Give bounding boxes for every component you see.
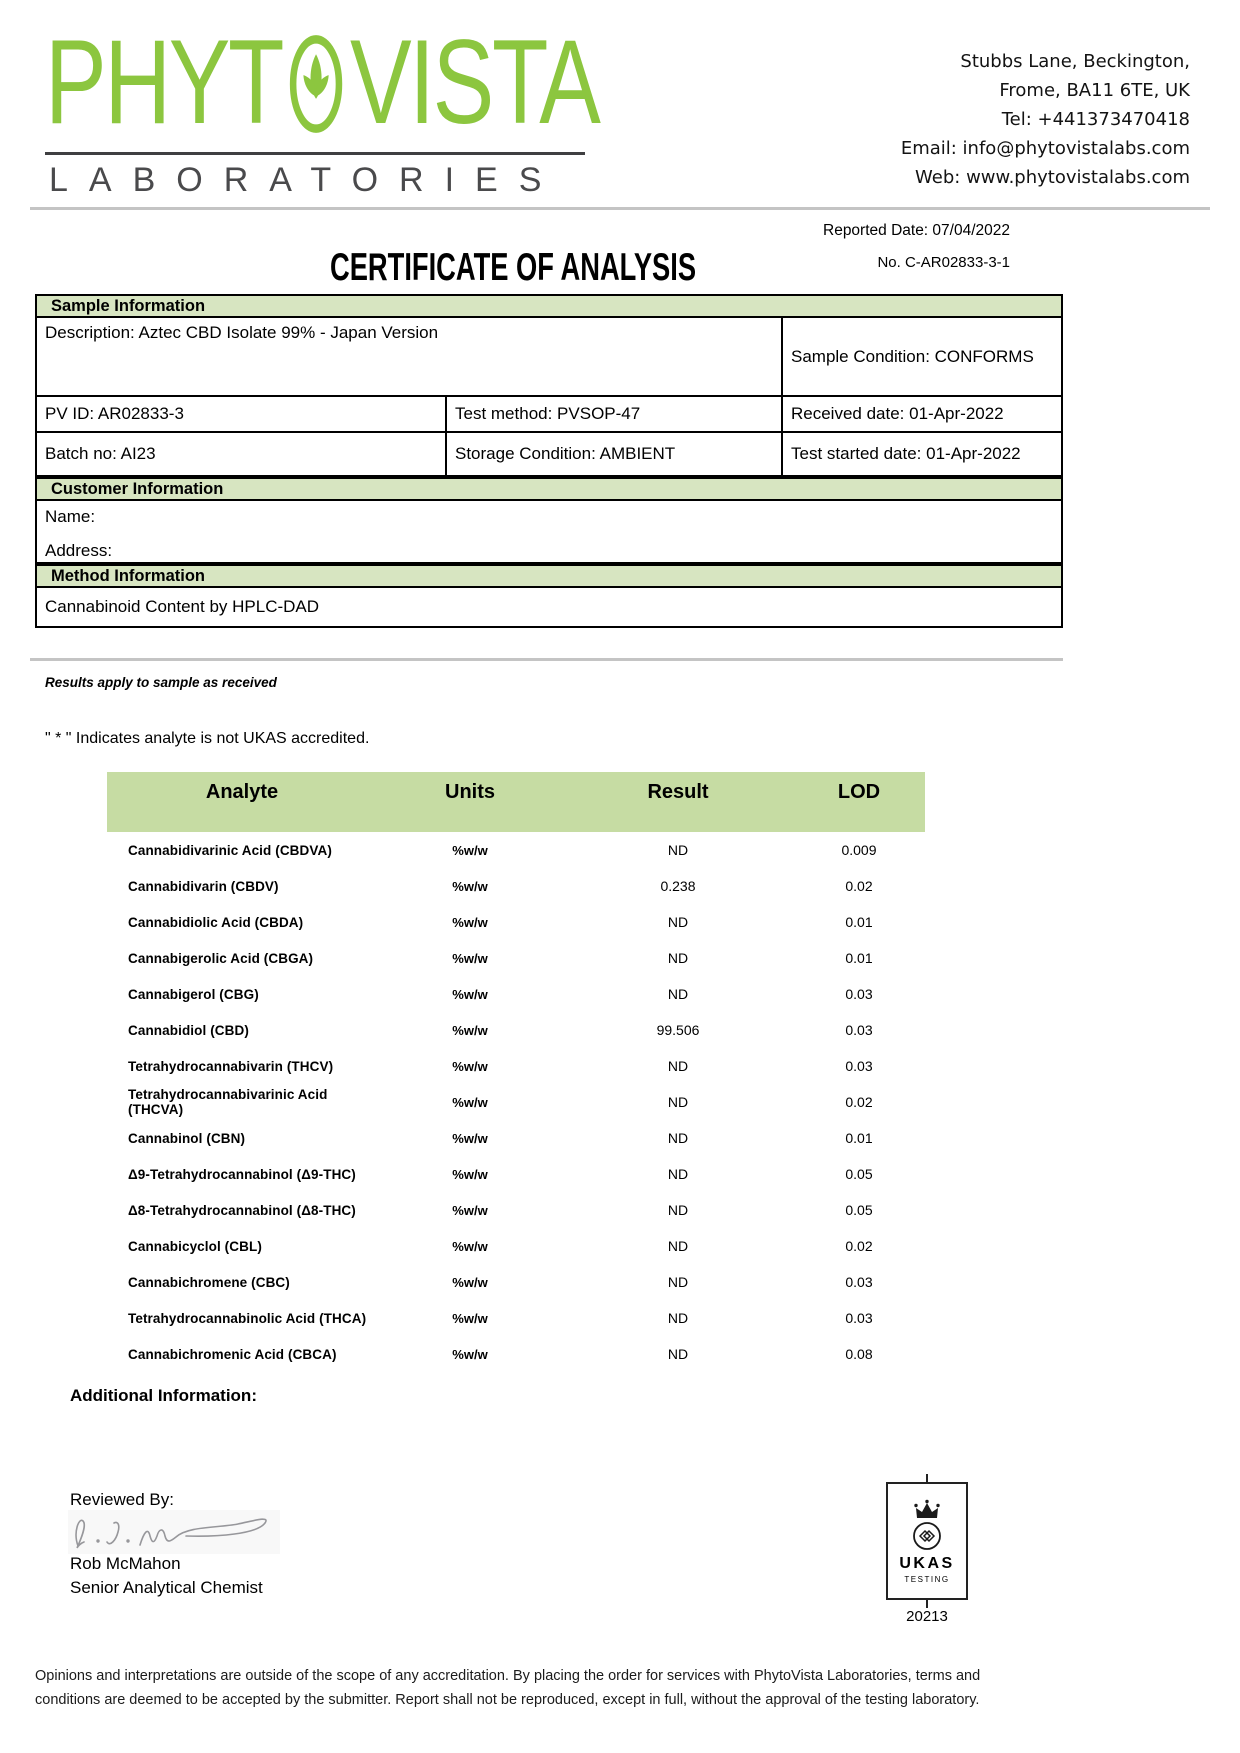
ukas-badge — [886, 1482, 968, 1600]
analyte-units: %w/w — [452, 878, 488, 894]
method-description: Cannabinoid Content by HPLC-DAD — [35, 588, 1063, 628]
analyte-result: 99.506 — [656, 1022, 700, 1038]
received-date: Received date: 01-Apr-2022 — [781, 397, 1061, 431]
additional-information-label: Additional Information: — [70, 1386, 257, 1405]
table-row — [107, 1084, 925, 1120]
analyte-lod: 0.08 — [845, 1346, 873, 1362]
analyte-name: Cannabigerolic Acid (CBGA) — [128, 950, 314, 966]
column-header-analyte: Analyte — [205, 781, 279, 803]
table-row — [35, 433, 1063, 477]
analyte-lod: 0.02 — [845, 1238, 873, 1254]
table-row — [107, 976, 925, 1012]
analyte-lod: 0.05 — [845, 1202, 873, 1218]
table-row — [107, 1048, 925, 1084]
table-row — [107, 1192, 925, 1228]
analyte-lod: 0.01 — [845, 950, 873, 966]
ukas-accreditation-number: 20213 — [906, 1608, 948, 1625]
ukas-crown-icon — [914, 1499, 940, 1519]
method-information-header: Method Information — [35, 564, 1063, 588]
info-tables — [35, 294, 1063, 628]
column-header-result: Result — [647, 781, 709, 803]
analyte-result: ND — [667, 1166, 689, 1182]
analyte-result: ND — [667, 1346, 689, 1362]
analyte-lod: 0.02 — [845, 878, 873, 894]
logo-text-left: PHYT — [45, 15, 283, 149]
sample-condition: Sample Condition: CONFORMS — [781, 318, 1061, 395]
analyte-name: Cannabidivarinic Acid (CBDVA) — [128, 842, 332, 858]
table-row — [107, 1012, 925, 1048]
analyte-units: %w/w — [452, 1166, 488, 1182]
table-row — [107, 1156, 925, 1192]
analyte-lod: 0.03 — [845, 1310, 873, 1326]
table-row — [107, 1228, 925, 1264]
results-apply-note: Results apply to sample as received — [45, 675, 277, 690]
analyte-units: %w/w — [452, 1094, 488, 1110]
contact-line: Web: www.phytovistalabs.com — [915, 167, 1190, 188]
analyte-units: %w/w — [452, 842, 488, 858]
reviewer-name: Rob McMahon — [70, 1554, 181, 1573]
table-row — [107, 1336, 925, 1372]
reviewer-role: Senior Analytical Chemist — [70, 1578, 263, 1597]
results-table-body — [107, 832, 925, 1372]
analyte-name: Cannabidivarin (CBDV) — [128, 878, 279, 894]
lab-contact-block — [901, 47, 1190, 192]
analyte-name: Cannabicyclol (CBL) — [128, 1238, 262, 1254]
phytovista-logo — [45, 15, 599, 149]
analyte-units: %w/w — [452, 1238, 488, 1254]
analyte-result: ND — [667, 1274, 689, 1290]
analyte-name: Tetrahydrocannabinolic Acid (THCA) — [128, 1310, 367, 1326]
table-row — [107, 904, 925, 940]
analyte-lod: 0.02 — [845, 1094, 873, 1110]
reviewed-by-label: Reviewed By: — [70, 1490, 174, 1509]
pv-id: PV ID: AR02833-3 — [45, 404, 184, 423]
contact-line: Tel: +441373470418 — [1001, 109, 1190, 130]
analyte-name: Tetrahydrocannabivarinic Acid (THCVA) — [128, 1087, 328, 1117]
analyte-units: %w/w — [452, 986, 488, 1002]
analyte-name: Cannabichromenic Acid (CBCA) — [128, 1346, 337, 1362]
column-header-units: Units — [445, 781, 495, 803]
ukas-accreditation-note: " * " Indicates analyte is not UKAS accredited. — [45, 730, 370, 747]
results-table — [107, 772, 925, 1372]
results-table-header — [107, 772, 925, 832]
analyte-units: %w/w — [452, 1130, 488, 1146]
storage-condition: Storage Condition: AMBIENT — [445, 433, 781, 475]
analyte-lod: 0.01 — [845, 1130, 873, 1146]
analyte-name: Δ8-Tetrahydrocannabinol (Δ8-THC) — [128, 1202, 356, 1218]
analyte-result: ND — [667, 914, 689, 930]
ukas-emblem-icon — [912, 1521, 942, 1551]
table-row — [107, 832, 925, 868]
contact-line: Email: info@phytovistalabs.com — [900, 138, 1190, 159]
customer-name-label: Name: — [45, 507, 96, 526]
customer-information-header: Customer Information — [35, 477, 1063, 501]
table-row — [35, 318, 1063, 397]
table-row — [107, 1120, 925, 1156]
analyte-units: %w/w — [452, 1202, 488, 1218]
ukas-registration-mark — [926, 1600, 928, 1608]
table-row — [107, 1300, 925, 1336]
analyte-name: Cannabichromene (CBC) — [128, 1274, 290, 1290]
batch-no: Batch no: AI23 — [45, 444, 156, 463]
signature-image — [68, 1510, 280, 1554]
logo-subtitle: LABORATORIES — [49, 161, 563, 199]
analyte-name: Cannabidiolic Acid (CBDA) — [128, 914, 304, 930]
analyte-result: ND — [667, 1202, 689, 1218]
logo-divider-line — [45, 152, 585, 155]
page-title: CERTIFICATE OF ANALYSIS — [330, 246, 697, 289]
analyte-result: ND — [667, 950, 689, 966]
analyte-lod: 0.03 — [845, 986, 873, 1002]
analyte-result: ND — [667, 1058, 689, 1074]
analyte-result: ND — [667, 1238, 689, 1254]
leaf-icon — [285, 33, 348, 135]
analyte-units: %w/w — [452, 1058, 488, 1074]
footer-disclaimer: Opinions and interpretations are outside of the scope of any accreditation. By placing the order for services with PhytoVista Laboratories, terms and conditions are deemed to be accepted by the submitter. Report shall not be reproduced, except in full, without the approval of the testing laboratory. — [35, 1668, 981, 1708]
analyte-result: ND — [667, 1310, 689, 1326]
analyte-name: Cannabigerol (CBG) — [128, 986, 259, 1002]
analyte-lod: 0.03 — [845, 1274, 873, 1290]
analyte-units: %w/w — [452, 914, 488, 930]
analyte-name: Δ9-Tetrahydrocannabinol (Δ9-THC) — [128, 1166, 356, 1182]
table-row — [107, 868, 925, 904]
table-row — [107, 940, 925, 976]
analyte-units: %w/w — [452, 1310, 488, 1326]
table-row — [107, 1264, 925, 1300]
test-method: Test method: PVSOP-47 — [445, 397, 781, 431]
ukas-label: UKAS — [899, 1554, 955, 1572]
ukas-type-label: TESTING — [904, 1574, 950, 1584]
sample-information-header: Sample Information — [35, 294, 1063, 318]
analyte-result: ND — [667, 986, 689, 1002]
analyte-lod: 0.01 — [845, 914, 873, 930]
column-header-lod: LOD — [837, 781, 881, 803]
table-row — [35, 397, 1063, 433]
sample-description: Description: Aztec CBD Isolate 99% - Japan Version — [45, 323, 439, 342]
analyte-lod: 0.05 — [845, 1166, 873, 1182]
report-number: No. C-AR02833-3-1 — [877, 254, 1010, 271]
analyte-units: %w/w — [452, 1274, 488, 1290]
analyte-name: Cannabidiol (CBD) — [128, 1022, 249, 1038]
analyte-result: ND — [667, 842, 689, 858]
analyte-result: ND — [667, 1094, 689, 1110]
test-started-date: Test started date: 01-Apr-2022 — [781, 433, 1061, 475]
ukas-registration-mark — [926, 1474, 928, 1482]
analyte-units: %w/w — [452, 950, 488, 966]
analyte-lod: 0.009 — [841, 842, 877, 858]
logo-text-right: VISTA — [349, 15, 599, 149]
analyte-result: 0.238 — [660, 878, 696, 894]
customer-address-label: Address: — [45, 541, 113, 560]
analyte-name: Cannabinol (CBN) — [128, 1130, 246, 1146]
analyte-name: Tetrahydrocannabivarin (THCV) — [128, 1058, 334, 1074]
header-divider — [30, 207, 1210, 210]
contact-line: Frome, BA11 6TE, UK — [999, 80, 1190, 101]
analyte-units: %w/w — [452, 1346, 488, 1362]
customer-box — [35, 501, 1063, 564]
analyte-result: ND — [667, 1130, 689, 1146]
analyte-lod: 0.03 — [845, 1058, 873, 1074]
section-divider — [30, 658, 1063, 661]
analyte-lod: 0.03 — [845, 1022, 873, 1038]
contact-line: Stubbs Lane, Beckington, — [960, 51, 1190, 72]
reported-date: Reported Date: 07/04/2022 — [823, 222, 1010, 239]
analyte-units: %w/w — [452, 1022, 488, 1038]
